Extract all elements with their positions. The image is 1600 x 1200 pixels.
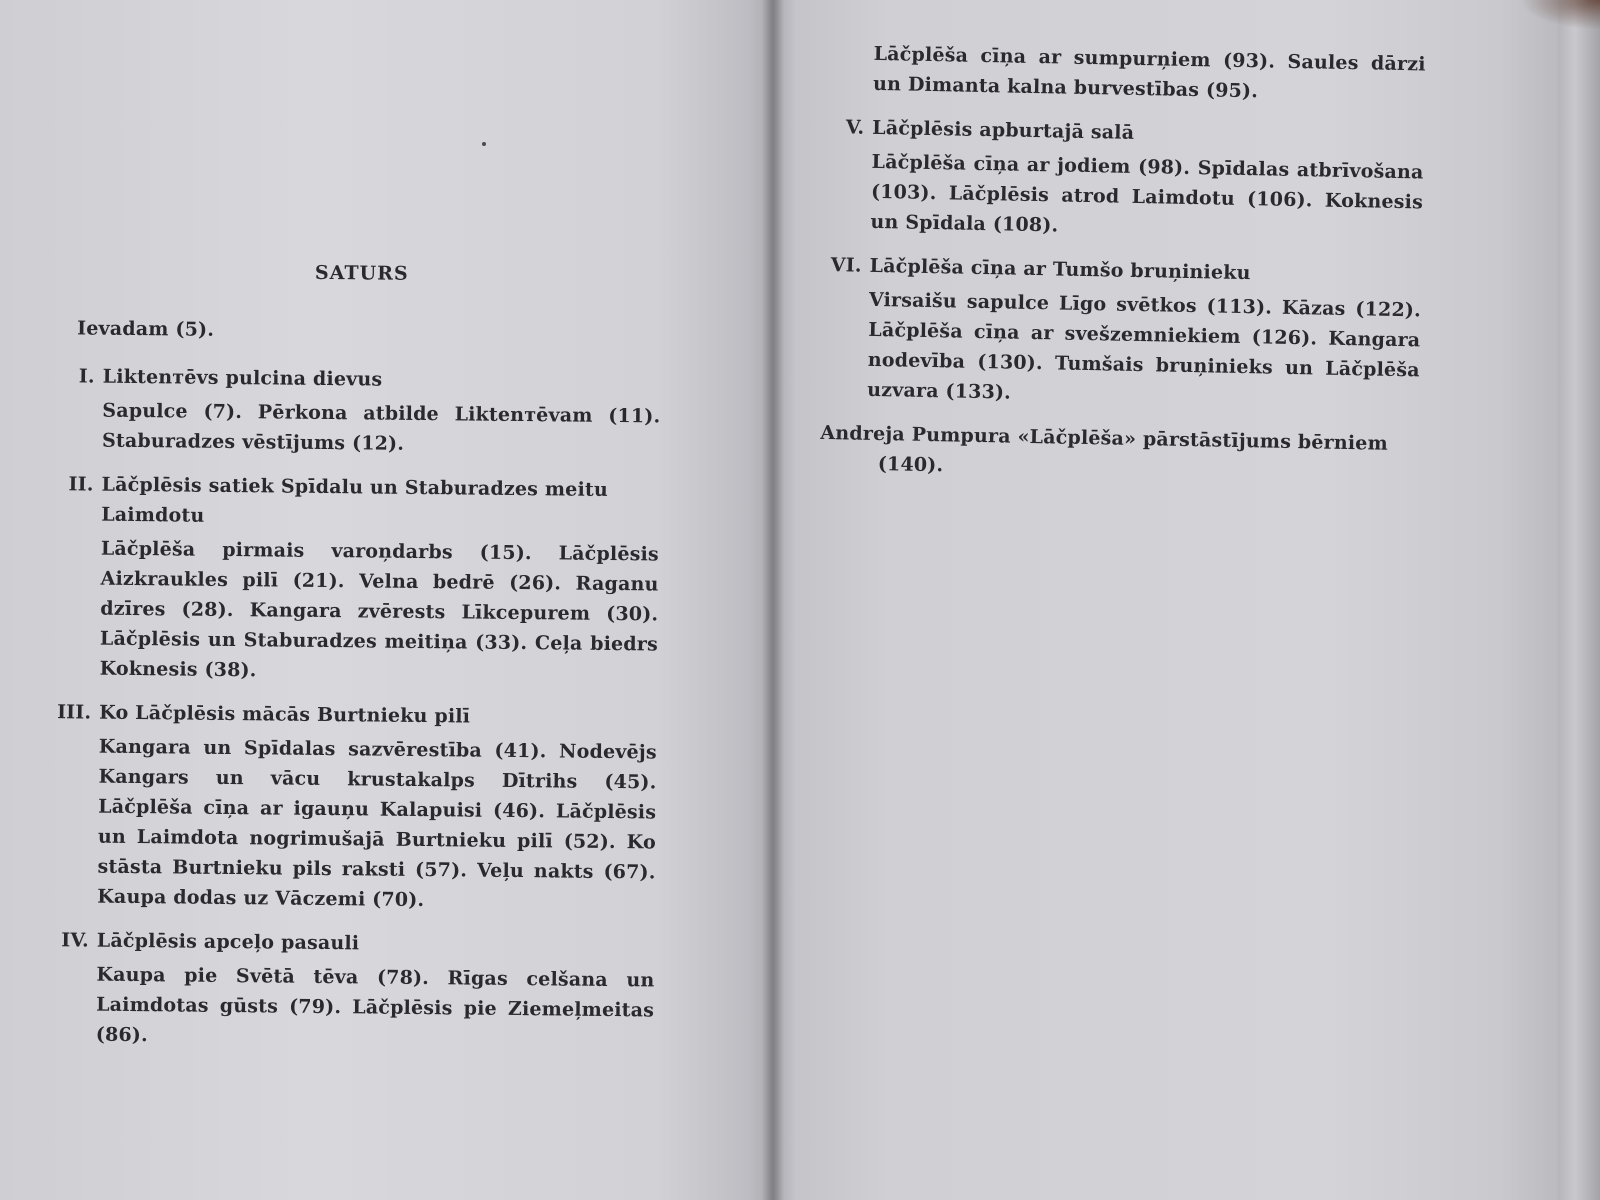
- chapter-entry: [38, 469, 660, 689]
- right-contents-column: [820, 38, 1426, 489]
- chapter-number: II.: [68, 473, 94, 496]
- chapter-number: III.: [57, 701, 92, 724]
- chapter-sections: Lāčplēša pirmais varoņdarbs (15). Lāčplēsis Aizkraukles pilī (21). Velna bedrē (26). Raganu dzīres (28). Kangara zvērests Līkcepurem (30). Lāčplēsis un Staburadzes meitiņa (33). Ceļa biedrs Koknesis (38).: [99, 537, 660, 682]
- contents-title: SATURS: [314, 261, 409, 285]
- chapter-entry: [40, 361, 661, 461]
- chapter-sections: Virsaišu sapulce Līgo svētkos (113). Kāzas (122). Lāčplēša cīņa ar svešzemniekiem (126). Kangara nodevība (130). Tumšais bruņinieks un Lāčplēša uzvara (133).: [867, 288, 1422, 404]
- chapter-number: IV.: [61, 929, 89, 952]
- chapter-sections: Kaupa pie Svētā tēva (78). Rīgas celšana un Laimdotas gūsts (79). Lāčplēsis pie Ziemeļmeitas (86).: [95, 963, 655, 1047]
- chapter-entry: [35, 697, 657, 917]
- closing-text: Andreja Pumpura «Lāčplēša» pārstāstījums bērniem: [820, 421, 1389, 455]
- chapter-title: Liktenтēvs pulcina dievus: [102, 365, 383, 391]
- chapter-title: Ko Lāčplēsis mācās Burtnieku pilī: [99, 701, 471, 728]
- page-edge: [1558, 0, 1600, 1200]
- chapter-title: Lāčplēša cīņa ar Tumšo bruņinieku: [869, 254, 1251, 285]
- chapter-title: Lāčplēsis apburtajā salā: [872, 116, 1135, 144]
- chapter-heading: [37, 697, 657, 733]
- chapter-number: VI.: [830, 254, 862, 277]
- chapter-sections: Lāčplēša cīņa ar jodiem (98). Spīdalas atbrīvošana (103). Lāčplēsis atrod Laimdotu (106). Koknesis un Spīdala (108).: [870, 150, 1424, 237]
- corner-shadow: [1520, 0, 1600, 30]
- chapter-entry: [34, 925, 655, 1055]
- chapter-heading: [35, 925, 655, 961]
- intro-entry: Ievadam (5).: [77, 317, 215, 341]
- print-dot: [482, 142, 486, 146]
- chapter-sections: Sapulce (7). Pērkona atbilde Liktenтēvam (11). Staburadzes vēstījums (12).: [101, 399, 661, 455]
- left-contents-column: [34, 255, 662, 1069]
- chapter-title: Lāčplēsis satiek Spīdalu un Staburadzes meitu Laimdotu: [101, 473, 609, 527]
- book-gutter: [762, 0, 784, 1200]
- chapter-sections: Kangara un Spīdalas sazvērestība (41). Nodevējs Kangars un vācu krustakalps Dītrihs (45). Lāčplēša cīņa ar igauņu Kalapuisi (46). Lāčplēsis un Laimdota nogrimušajā Burtnieku pilī (52). Ko stāsta Burtnieku pils raksti (57). Veļu nakts (67). Kaupa dodas uz Vāczemi (70).: [97, 735, 657, 912]
- chapter-number: I.: [78, 365, 95, 388]
- closing-entry: [820, 418, 1419, 489]
- chapter-title: Lāčplēsis apceļo pasauli: [96, 929, 360, 955]
- closing-page-number: (140).: [877, 453, 944, 477]
- chapter-number: V.: [845, 116, 865, 139]
- chapter-entry: [824, 112, 1424, 247]
- chapter-continuation: Lāčplēša cīņa ar sumpurņiem (93). Saules dārzi un Dimanta kalna burvestības (95).: [872, 42, 1426, 103]
- chapter-heading: [39, 469, 660, 535]
- chapter-entry: [821, 250, 1422, 415]
- chapter-heading: [41, 361, 661, 397]
